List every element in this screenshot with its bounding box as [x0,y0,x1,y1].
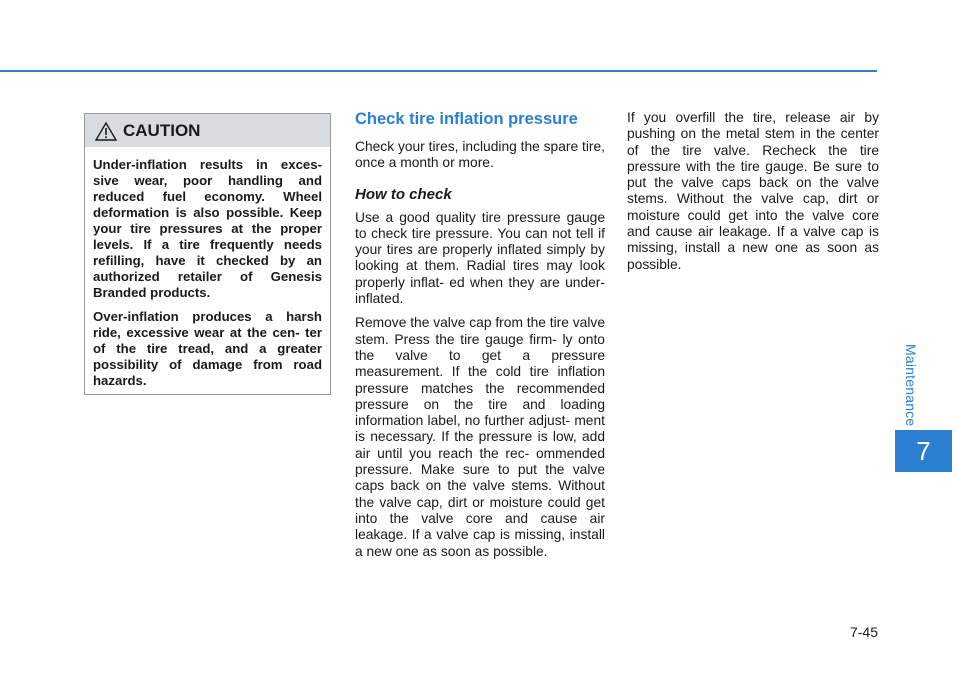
caution-paragraph: Under-inflation results in exces- sive wear, poor handling and reduced fuel economy. Wheel deformation is also possible. Keep your tire pressures at the proper levels. If a tire frequently needs refilling, have it checked by an authorized retailer of Genesis Branded products. [93,157,322,300]
caution-body [85,147,330,389]
main-column [355,110,605,568]
caution-box [84,113,331,395]
caution-paragraph: Over-inflation produces a harsh ride, excessive wear at the cen- ter of the tire tread, and a greater possibility of damage from road hazards. [93,309,322,388]
section-title: Check tire inflation pressure [355,110,578,128]
header-rule [0,70,877,72]
intro-paragraph: Check your tires, including the spare tire, once a month or more. [355,139,605,171]
page-number: 7-45 [849,624,878,640]
chapter-tab-number: 7 [895,430,952,472]
body-paragraph: If you overfill the tire, release air by pushing on the metal stem in the center of the tire valve. Recheck the tire pressure with the tire gauge. Be sure to put the valve caps back on the valve stems. Without the valve cap, dirt or moisture could get into the valve core and cause air leakage. If a valve cap is missing, install a new one as soon as possible. [627,110,879,272]
warning-triangle-icon [95,121,117,141]
caution-title: CAUTION [123,120,201,140]
chapter-tab-label: Maintenance [903,343,919,427]
subsection-title: How to check [355,185,452,203]
body-paragraph: Remove the valve cap from the tire valve stem. Press the tire gauge firm- ly onto the valve to get a pressure measurement. If the cold tire inflation pressure matches the recommended pressure on the tire and loading information label, no further adjust- ment is necessary. If the pressure is low, add air until you reach the rec- ommended pressure. Make sure to put the valve caps back on the valve stems. Without the valve cap, dirt or moisture could get into the valve core and cause air leakage. If a valve cap is missing, install a new one as soon as possible. [355,315,605,559]
body-paragraph: Use a good quality tire pressure gauge to check tire pressure. You can not tell if your tires are properly inflated simply by looking at them. Radial tires may look properly inflat- ed when they are under-inflated. [355,209,605,307]
right-column [627,110,879,281]
caution-header [85,114,330,147]
